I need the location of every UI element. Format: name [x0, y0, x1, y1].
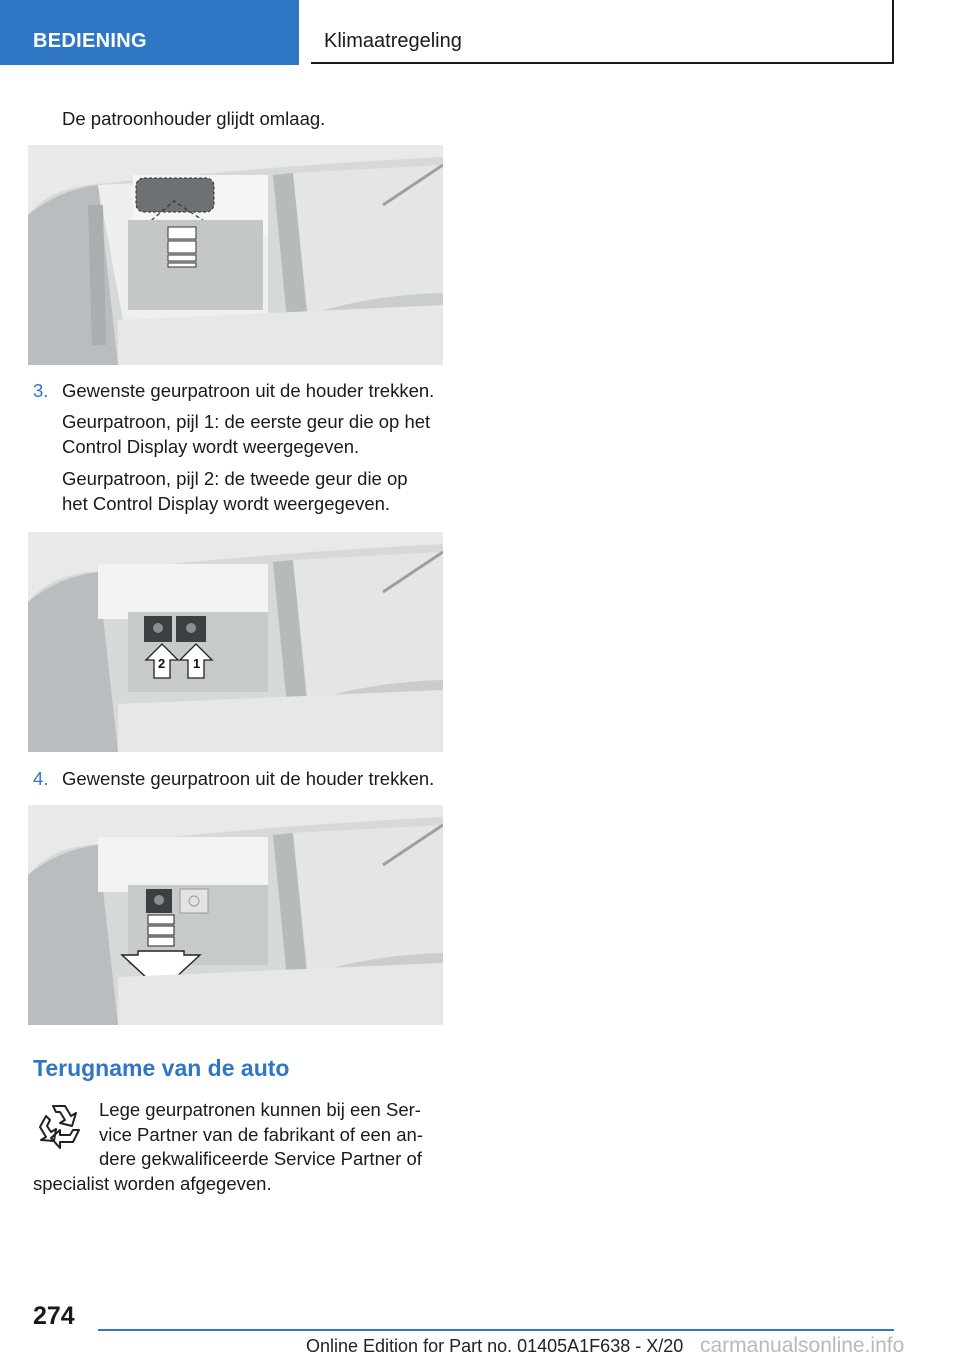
header-section-label: BEDIENING: [33, 30, 147, 52]
step-text: Control Display wordt weergegeven.: [62, 436, 360, 457]
watermark: carmanualsonline.info: [700, 1334, 905, 1357]
page-number: 274: [33, 1302, 75, 1330]
header-section-tab: [0, 0, 299, 65]
footer-divider: [98, 1329, 894, 1331]
arrow-label-1: 1: [193, 656, 201, 671]
step-number: 4.: [33, 768, 49, 789]
intro-text: De patroonhouder glijdt omlaag.: [62, 108, 326, 129]
footer-edition: Online Edition for Part no. 01405A1F638 - X/20: [306, 1336, 684, 1356]
figure-holder-down: [28, 145, 443, 365]
header-chapter-label: Klimaatregeling: [324, 30, 462, 52]
step-number: 3.: [33, 380, 49, 401]
figure-pull-cartridge: [28, 805, 443, 1025]
section-text: Lege geurpatronen kunnen bij een Ser-: [99, 1099, 421, 1120]
section-text: specialist worden afgegeven.: [33, 1173, 272, 1194]
recycle-icon: [32, 1100, 86, 1154]
section-text: vice Partner van de fabrikant of een an-: [99, 1124, 423, 1145]
step-text: Gewenste geurpatroon uit de houder trekken.: [62, 380, 435, 401]
arrow-label-2: 2: [158, 656, 166, 671]
step-text: het Control Display wordt weergegeven.: [62, 493, 391, 514]
header-chapter-box: [311, 0, 894, 64]
step-text: Geurpatroon, pijl 1: de eerste geur die op het: [62, 411, 431, 432]
section-title: Terugname van de auto: [33, 1055, 290, 1081]
step-text: Gewenste geurpatroon uit de houder trekken.: [62, 768, 435, 789]
section-text: dere gekwalificeerde Service Partner of: [99, 1148, 422, 1169]
figure-cartridges-arrows: [28, 532, 443, 752]
step-text: Geurpatroon, pijl 2: de tweede geur die op: [62, 468, 408, 489]
